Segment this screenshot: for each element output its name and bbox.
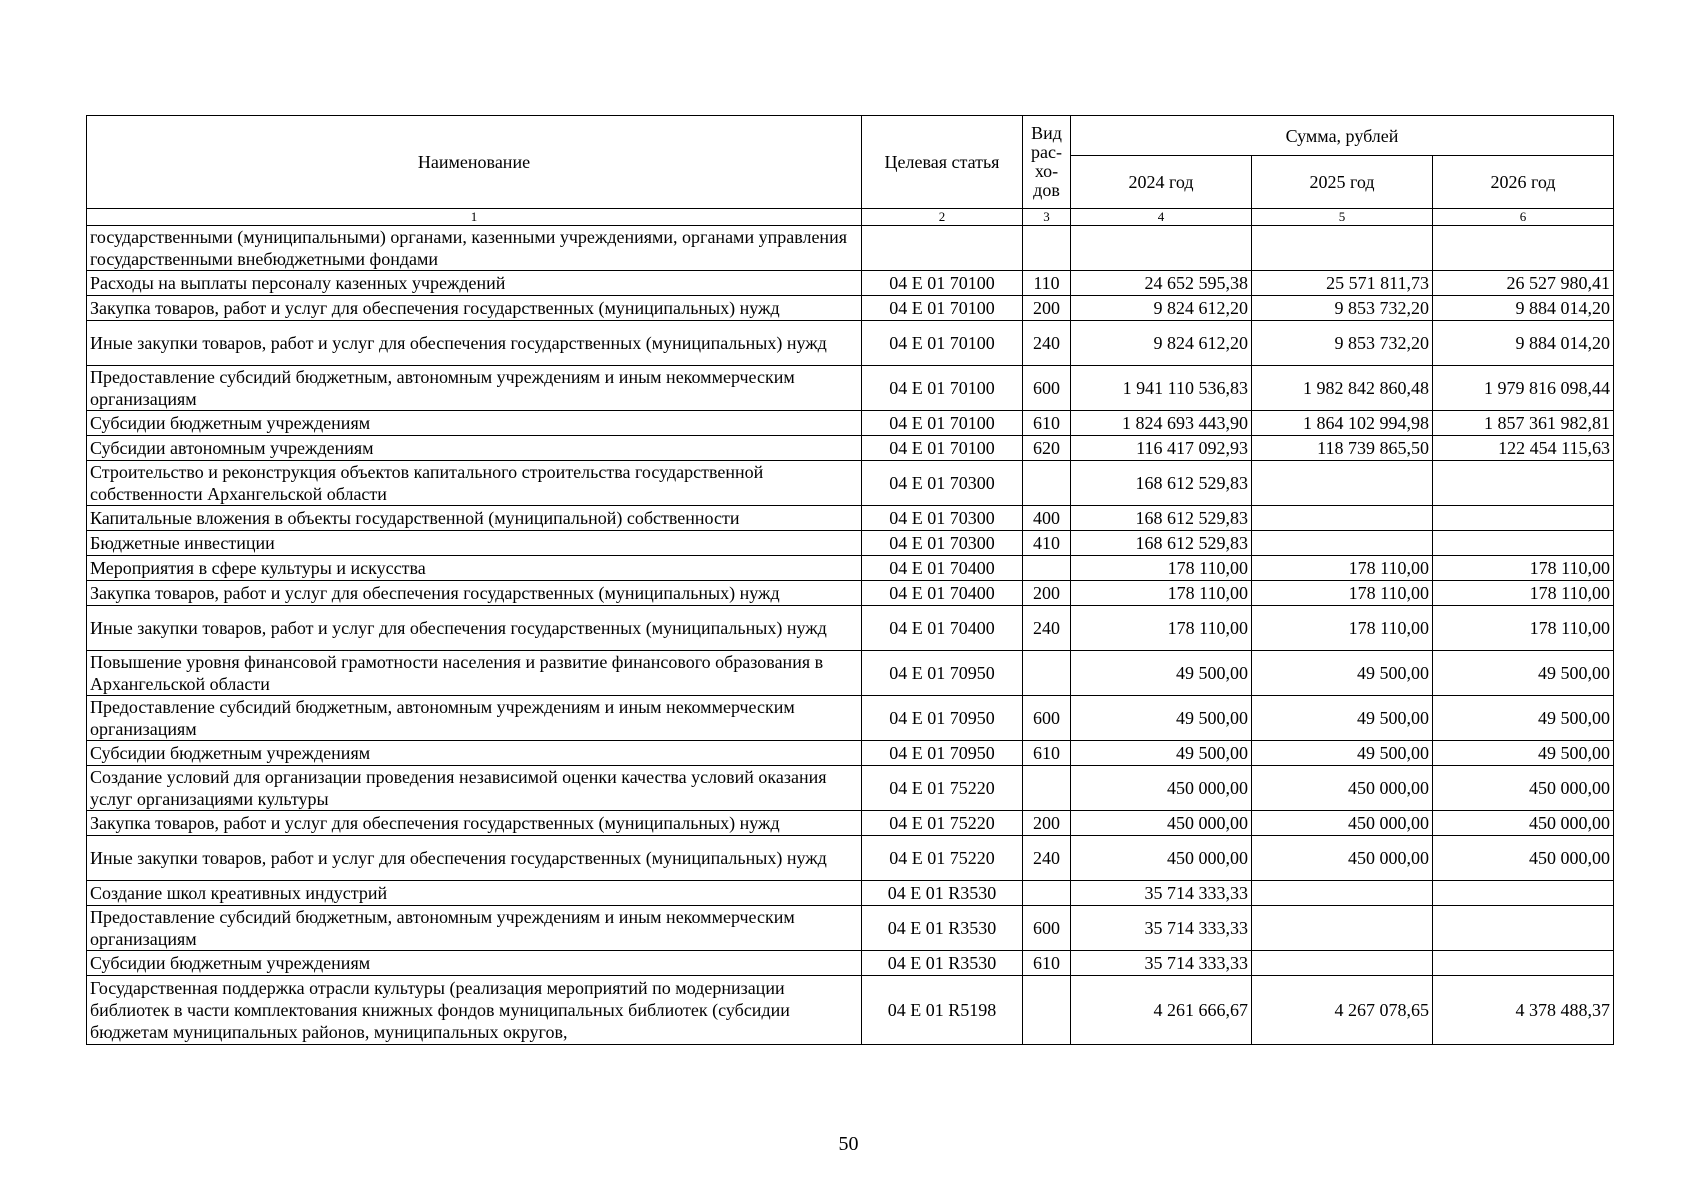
table-row: [87, 836, 1614, 881]
row-expense-type: 240: [1023, 321, 1071, 366]
row-expense-type: 240: [1023, 836, 1071, 881]
row-amount-2025: [1252, 881, 1433, 906]
column-number: 2: [862, 209, 1023, 226]
row-amount-2025: 178 110,00: [1252, 606, 1433, 651]
row-name: государственными (муниципальными) органами, казенными учреждениями, органами управления государственными внебюджетными фондами: [87, 226, 862, 271]
row-amount-2025: 1 864 102 994,98: [1252, 411, 1433, 436]
row-target-code: 04 Е 01 70400: [862, 606, 1023, 651]
row-target-code: 04 Е 01 70300: [862, 461, 1023, 506]
row-target-code: 04 Е 01 R3530: [862, 951, 1023, 976]
row-target-code: 04 Е 01 75220: [862, 811, 1023, 836]
row-amount-2024: 168 612 529,83: [1071, 506, 1252, 531]
row-name: Предоставление субсидий бюджетным, автономным учреждениям и иным некоммерческим организациям: [87, 366, 862, 411]
row-amount-2026: 178 110,00: [1433, 606, 1614, 651]
row-amount-2026: 450 000,00: [1433, 836, 1614, 881]
row-expense-type: 200: [1023, 296, 1071, 321]
header-type: Вид рас-хо-дов: [1023, 116, 1071, 209]
row-amount-2025: [1252, 506, 1433, 531]
row-amount-2024: 178 110,00: [1071, 606, 1252, 651]
header-sum: Сумма, рублей: [1071, 116, 1614, 156]
row-amount-2026: [1433, 226, 1614, 271]
row-name: Расходы на выплаты персоналу казенных учреждений: [87, 271, 862, 296]
row-target-code: 04 Е 01 70100: [862, 436, 1023, 461]
row-target-code: 04 Е 01 70100: [862, 366, 1023, 411]
header-name: Наименование: [87, 116, 862, 209]
row-amount-2025: [1252, 906, 1433, 951]
table-row: [87, 606, 1614, 651]
row-amount-2024: 35 714 333,33: [1071, 906, 1252, 951]
table-row: [87, 226, 1614, 271]
row-amount-2026: [1433, 906, 1614, 951]
row-amount-2024: 49 500,00: [1071, 696, 1252, 741]
row-amount-2026: [1433, 951, 1614, 976]
header-year-2024: 2024 год: [1071, 156, 1252, 209]
row-amount-2025: 25 571 811,73: [1252, 271, 1433, 296]
row-name: Субсидии бюджетным учреждениям: [87, 951, 862, 976]
row-name: Иные закупки товаров, работ и услуг для обеспечения государственных (муниципальных) нужд: [87, 606, 862, 651]
row-target-code: 04 Е 01 70400: [862, 581, 1023, 606]
table-row: [87, 461, 1614, 506]
budget-table: [86, 115, 1614, 1045]
row-name: Субсидии бюджетным учреждениям: [87, 411, 862, 436]
header-year-2025: 2025 год: [1252, 156, 1433, 209]
row-expense-type: [1023, 556, 1071, 581]
row-target-code: 04 Е 01 70300: [862, 506, 1023, 531]
row-name: Субсидии автономным учреждениям: [87, 436, 862, 461]
row-expense-type: 620: [1023, 436, 1071, 461]
row-amount-2025: [1252, 531, 1433, 556]
row-amount-2025: 178 110,00: [1252, 581, 1433, 606]
row-amount-2026: 49 500,00: [1433, 651, 1614, 696]
table-row: [87, 906, 1614, 951]
table-row: [87, 436, 1614, 461]
column-number: 1: [87, 209, 862, 226]
row-amount-2025: 9 853 732,20: [1252, 296, 1433, 321]
row-amount-2024: [1071, 226, 1252, 271]
row-amount-2026: [1433, 461, 1614, 506]
row-expense-type: 240: [1023, 606, 1071, 651]
row-amount-2024: 450 000,00: [1071, 766, 1252, 811]
row-amount-2025: 178 110,00: [1252, 556, 1433, 581]
row-expense-type: 110: [1023, 271, 1071, 296]
row-amount-2024: 168 612 529,83: [1071, 461, 1252, 506]
row-target-code: 04 Е 01 70300: [862, 531, 1023, 556]
row-target-code: 04 Е 01 70100: [862, 321, 1023, 366]
table-row: [87, 766, 1614, 811]
row-name: Иные закупки товаров, работ и услуг для обеспечения государственных (муниципальных) нужд: [87, 321, 862, 366]
row-name: Бюджетные инвестиции: [87, 531, 862, 556]
row-amount-2026: 9 884 014,20: [1433, 321, 1614, 366]
table-row: [87, 881, 1614, 906]
row-amount-2025: 118 739 865,50: [1252, 436, 1433, 461]
row-target-code: 04 Е 01 70100: [862, 271, 1023, 296]
row-expense-type: 600: [1023, 906, 1071, 951]
row-target-code: 04 Е 01 R5198: [862, 976, 1023, 1045]
row-expense-type: 200: [1023, 811, 1071, 836]
row-name: Мероприятия в сфере культуры и искусства: [87, 556, 862, 581]
row-amount-2024: 35 714 333,33: [1071, 951, 1252, 976]
row-target-code: 04 Е 01 70950: [862, 741, 1023, 766]
row-expense-type: 410: [1023, 531, 1071, 556]
column-number: 5: [1252, 209, 1433, 226]
row-amount-2025: 4 267 078,65: [1252, 976, 1433, 1045]
row-amount-2026: 4 378 488,37: [1433, 976, 1614, 1045]
row-expense-type: [1023, 881, 1071, 906]
row-amount-2024: 1 824 693 443,90: [1071, 411, 1252, 436]
row-amount-2026: 1 979 816 098,44: [1433, 366, 1614, 411]
row-amount-2026: 49 500,00: [1433, 696, 1614, 741]
row-expense-type: 610: [1023, 411, 1071, 436]
column-number: 3: [1023, 209, 1071, 226]
row-expense-type: [1023, 766, 1071, 811]
row-name: Капитальные вложения в объекты государственной (муниципальной) собственности: [87, 506, 862, 531]
row-expense-type: [1023, 651, 1071, 696]
row-expense-type: 400: [1023, 506, 1071, 531]
column-number: 4: [1071, 209, 1252, 226]
row-name: Создание школ креативных индустрий: [87, 881, 862, 906]
row-amount-2025: [1252, 226, 1433, 271]
row-amount-2025: 450 000,00: [1252, 766, 1433, 811]
row-amount-2024: 4 261 666,67: [1071, 976, 1252, 1045]
row-amount-2026: 178 110,00: [1433, 581, 1614, 606]
table-row: [87, 271, 1614, 296]
table-row: [87, 951, 1614, 976]
row-target-code: 04 Е 01 70400: [862, 556, 1023, 581]
row-amount-2024: 1 941 110 536,83: [1071, 366, 1252, 411]
row-expense-type: 200: [1023, 581, 1071, 606]
row-amount-2026: [1433, 881, 1614, 906]
row-amount-2026: [1433, 531, 1614, 556]
table-row: [87, 556, 1614, 581]
row-amount-2026: 1 857 361 982,81: [1433, 411, 1614, 436]
table-row: [87, 506, 1614, 531]
header-year-2026: 2026 год: [1433, 156, 1614, 209]
row-amount-2026: [1433, 506, 1614, 531]
table-row: [87, 531, 1614, 556]
row-amount-2026: 26 527 980,41: [1433, 271, 1614, 296]
column-number: 6: [1433, 209, 1614, 226]
row-name: Строительство и реконструкция объектов капитального строительства государственной собственности Архангельской области: [87, 461, 862, 506]
row-expense-type: 610: [1023, 951, 1071, 976]
row-name: Закупка товаров, работ и услуг для обеспечения государственных (муниципальных) нужд: [87, 581, 862, 606]
row-amount-2025: 450 000,00: [1252, 811, 1433, 836]
row-amount-2026: 49 500,00: [1433, 741, 1614, 766]
row-expense-type: 600: [1023, 366, 1071, 411]
table-row: [87, 741, 1614, 766]
row-target-code: 04 Е 01 75220: [862, 836, 1023, 881]
table-row: [87, 366, 1614, 411]
row-amount-2024: 116 417 092,93: [1071, 436, 1252, 461]
row-name: Субсидии бюджетным учреждениям: [87, 741, 862, 766]
table-row: [87, 696, 1614, 741]
row-amount-2024: 24 652 595,38: [1071, 271, 1252, 296]
table-row: [87, 811, 1614, 836]
row-amount-2024: 450 000,00: [1071, 811, 1252, 836]
row-name: Повышение уровня финансовой грамотности населения и развитие финансового образования в Архангельской области: [87, 651, 862, 696]
row-amount-2024: 35 714 333,33: [1071, 881, 1252, 906]
row-expense-type: 600: [1023, 696, 1071, 741]
row-amount-2024: 49 500,00: [1071, 651, 1252, 696]
row-amount-2025: 1 982 842 860,48: [1252, 366, 1433, 411]
row-amount-2026: 178 110,00: [1433, 556, 1614, 581]
row-amount-2024: 450 000,00: [1071, 836, 1252, 881]
row-target-code: 04 Е 01 75220: [862, 766, 1023, 811]
row-amount-2026: 9 884 014,20: [1433, 296, 1614, 321]
row-amount-2025: 49 500,00: [1252, 651, 1433, 696]
row-expense-type: 610: [1023, 741, 1071, 766]
table-row: [87, 321, 1614, 366]
row-amount-2026: 122 454 115,63: [1433, 436, 1614, 461]
row-name: Иные закупки товаров, работ и услуг для обеспечения государственных (муниципальных) нужд: [87, 836, 862, 881]
row-expense-type: [1023, 976, 1071, 1045]
row-expense-type: [1023, 461, 1071, 506]
table-row: [87, 296, 1614, 321]
row-amount-2026: 450 000,00: [1433, 766, 1614, 811]
row-amount-2024: 178 110,00: [1071, 581, 1252, 606]
row-name: Закупка товаров, работ и услуг для обеспечения государственных (муниципальных) нужд: [87, 296, 862, 321]
row-amount-2025: 49 500,00: [1252, 696, 1433, 741]
row-target-code: 04 Е 01 70100: [862, 411, 1023, 436]
row-amount-2026: 450 000,00: [1433, 811, 1614, 836]
row-name: Предоставление субсидий бюджетным, автономным учреждениям и иным некоммерческим организациям: [87, 696, 862, 741]
row-name: Государственная поддержка отрасли культуры (реализация мероприятий по модернизации библиотек в части комплектования книжных фондов муниципальных библиотек (субсидии бюджетам муниципальных районов, муниципальных округов,: [87, 976, 862, 1045]
table-row: [87, 411, 1614, 436]
row-amount-2024: 9 824 612,20: [1071, 321, 1252, 366]
column-number-row: [87, 209, 1614, 226]
row-name: Предоставление субсидий бюджетным, автономным учреждениям и иным некоммерческим организациям: [87, 906, 862, 951]
row-amount-2024: 168 612 529,83: [1071, 531, 1252, 556]
row-target-code: 04 Е 01 R3530: [862, 906, 1023, 951]
row-amount-2025: [1252, 461, 1433, 506]
row-expense-type: [1023, 226, 1071, 271]
row-amount-2025: 9 853 732,20: [1252, 321, 1433, 366]
row-amount-2024: 178 110,00: [1071, 556, 1252, 581]
row-name: Закупка товаров, работ и услуг для обеспечения государственных (муниципальных) нужд: [87, 811, 862, 836]
row-amount-2024: 49 500,00: [1071, 741, 1252, 766]
page-number: 50: [838, 1133, 859, 1155]
row-amount-2025: [1252, 951, 1433, 976]
header-target: Целевая статья: [862, 116, 1023, 209]
row-target-code: 04 Е 01 R3530: [862, 881, 1023, 906]
row-name: Создание условий для организации проведения независимой оценки качества условий оказания услуг организациями культуры: [87, 766, 862, 811]
row-amount-2025: 49 500,00: [1252, 741, 1433, 766]
row-target-code: 04 Е 01 70100: [862, 296, 1023, 321]
row-amount-2025: 450 000,00: [1252, 836, 1433, 881]
table-row: [87, 581, 1614, 606]
row-amount-2024: 9 824 612,20: [1071, 296, 1252, 321]
row-target-code: 04 Е 01 70950: [862, 651, 1023, 696]
row-target-code: 04 Е 01 70950: [862, 696, 1023, 741]
row-target-code: [862, 226, 1023, 271]
table-row: [87, 651, 1614, 696]
table-row: [87, 976, 1614, 1045]
